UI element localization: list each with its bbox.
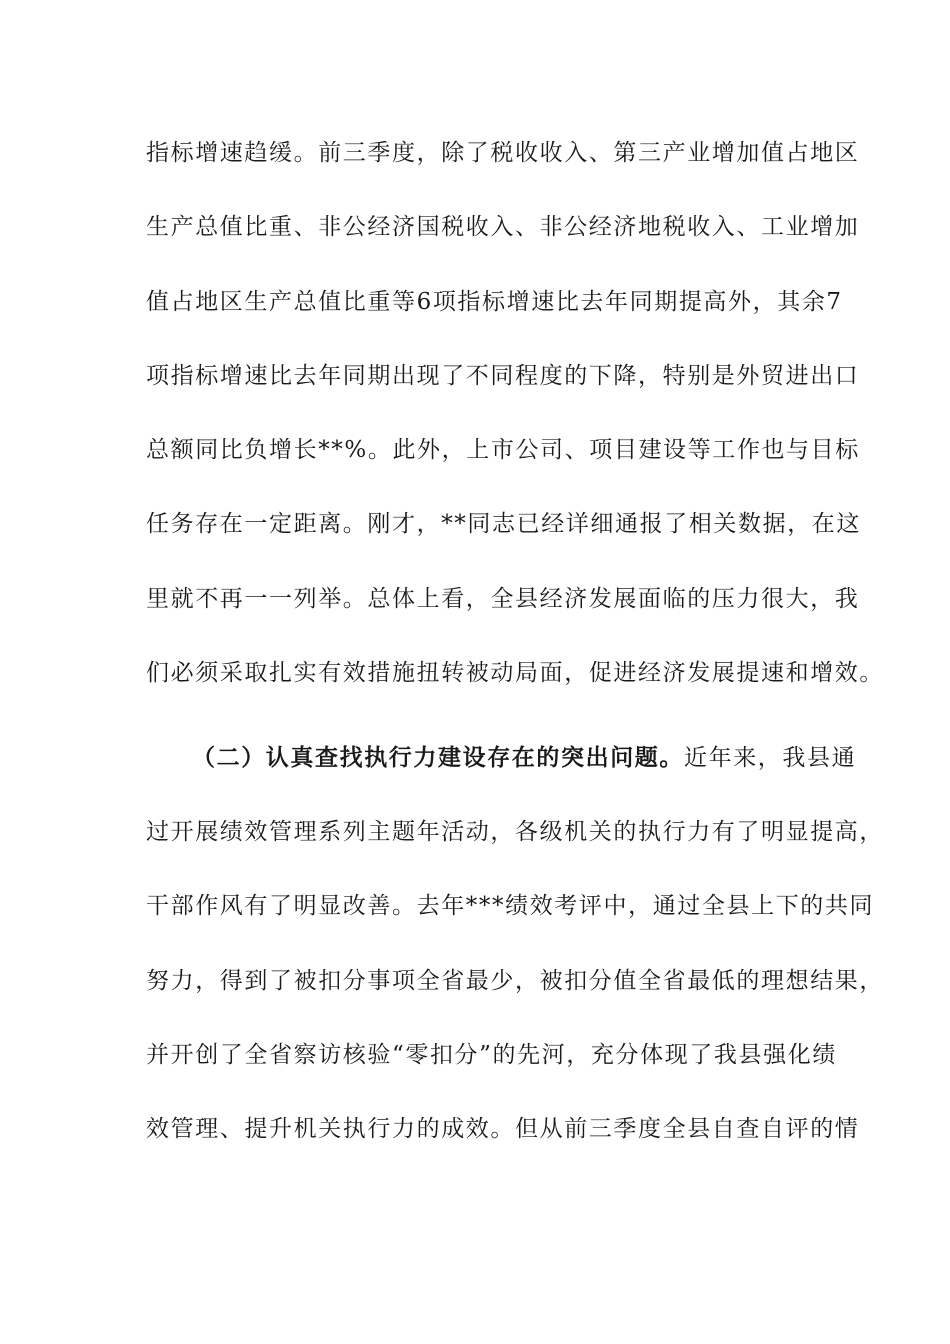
paragraph2-line-5: 效管理、提升机关执行力的成效。但从前三季度全县自查自评的情: [146, 1116, 860, 1142]
paragraph1-line-7: 里就不再一一列举。总体上看，全县经济发展面临的压力很大，我: [146, 586, 860, 612]
paragraph1-line-3: 值占地区生产总值比重等6项指标增速比去年同期提高外，其余7: [146, 289, 843, 315]
section-heading: （二）认真查找执行力建设存在的突出问题。: [192, 744, 684, 771]
paragraph1-line-5: 总额同比负增长**%。此外，上市公司、项目建设等工作也与目标: [146, 437, 860, 463]
paragraph1-line-1: 指标增速趋缓。前三季度，除了税收收入、第三产业增加值占地区: [146, 140, 860, 166]
paragraph2-line-4: 并开创了全省察访核验“零扣分”的先河，充分体现了我县强化绩: [146, 1042, 837, 1068]
paragraph2-line-2: 干部作风有了明显改善。去年***绩效考评中，通过全县上下的共同: [146, 893, 875, 919]
paragraph2-line-1: 过开展绩效管理系列主题年活动，各级机关的执行力有了明显提高，: [146, 819, 884, 845]
paragraph1-line-4: 项指标增速比去年同期出现了不同程度的下降，特别是外贸进出口: [146, 363, 860, 389]
paragraph2-line-3: 努力，得到了被扣分事项全省最少，被扣分值全省最低的理想结果，: [146, 968, 884, 994]
section2-first-line: [192, 743, 857, 773]
section2-first-line-text: 近年来，我县通: [684, 745, 857, 771]
paragraph1-line-8: 们必须采取扎实有效措施扭转被动局面，促进经济发展提速和增效。: [146, 660, 884, 686]
paragraph1-line-6: 任务存在一定距离。刚才，**同志已经详细通报了相关数据，在这: [146, 511, 861, 537]
paragraph1-line-2: 生产总值比重、非公经济国税收入、非公经济地税收入、工业增加: [146, 214, 860, 240]
